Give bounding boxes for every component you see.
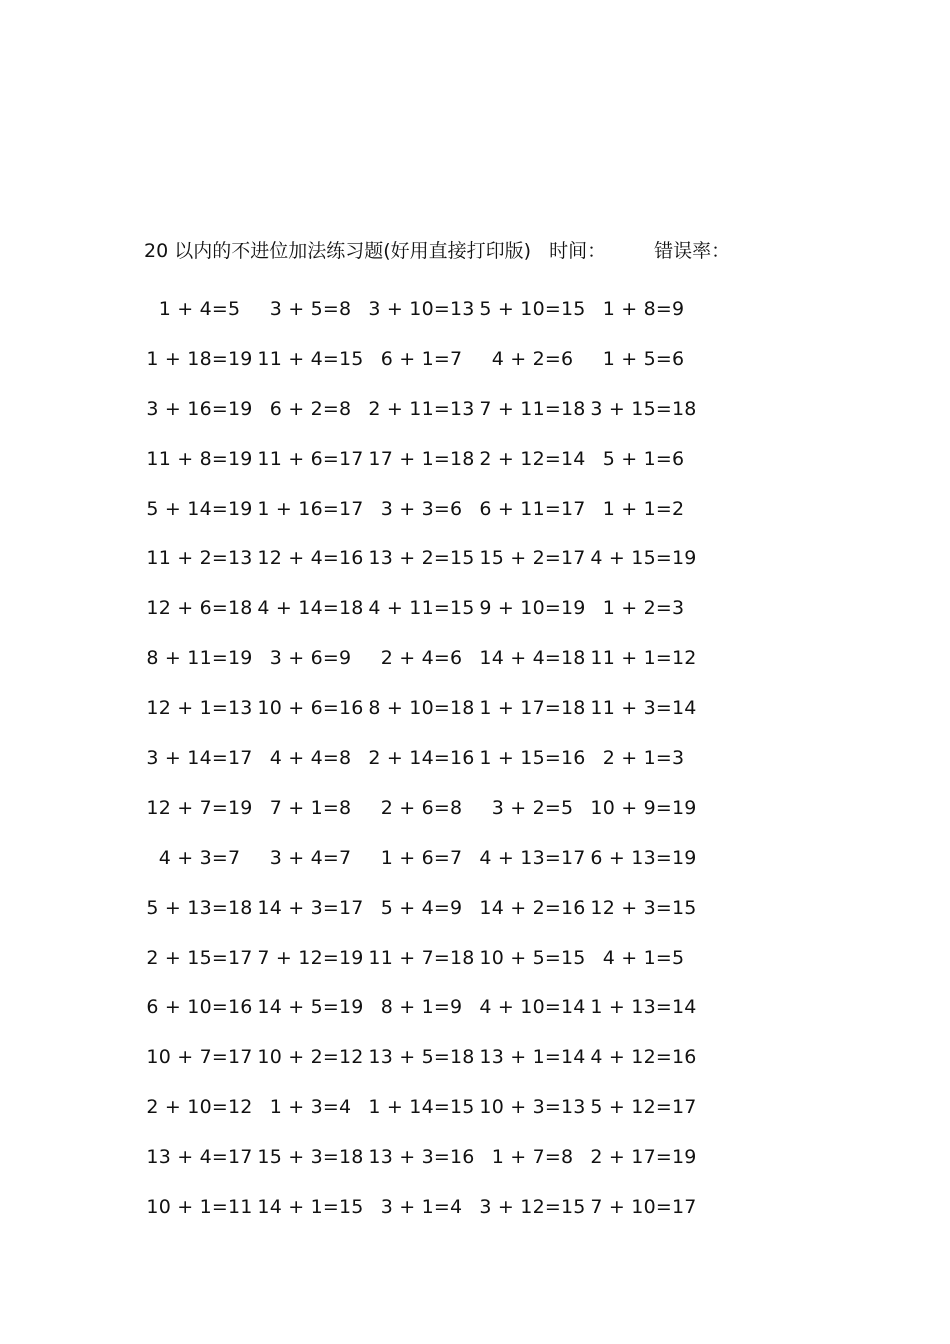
addition-problem: 1 + 15=16 (479, 746, 586, 769)
addition-problem: 14 + 2=16 (479, 896, 586, 919)
problem-row (144, 982, 704, 1032)
addition-problem: 1 + 7=8 (491, 1146, 574, 1169)
addition-problem: 15 + 3=18 (257, 1146, 364, 1169)
addition-problem: 10 + 1=11 (146, 1195, 253, 1218)
addition-problem: 12 + 4=16 (257, 547, 364, 570)
addition-problem: 1 + 4=5 (158, 297, 241, 320)
problem-row (144, 833, 704, 883)
addition-problem: 3 + 12=15 (479, 1195, 586, 1218)
addition-problem: 2 + 14=16 (368, 746, 475, 769)
addition-problem: 5 + 12=17 (590, 1096, 697, 1119)
addition-problem: 1 + 17=18 (479, 697, 586, 720)
addition-problem: 1 + 2=3 (602, 597, 685, 620)
addition-problem: 5 + 10=15 (479, 297, 586, 320)
addition-problem: 13 + 5=18 (368, 1046, 475, 1069)
addition-problem: 6 + 1=7 (380, 347, 463, 370)
addition-problem: 5 + 1=6 (602, 447, 685, 470)
addition-problem: 3 + 16=19 (146, 397, 253, 420)
addition-problem: 12 + 1=13 (146, 697, 253, 720)
addition-problem: 15 + 2=17 (479, 547, 586, 570)
addition-problem: 13 + 2=15 (368, 547, 475, 570)
addition-problem: 2 + 15=17 (146, 946, 253, 969)
addition-problem: 4 + 11=15 (368, 597, 475, 620)
addition-problem: 3 + 3=6 (380, 497, 463, 520)
problem-row (144, 883, 704, 933)
addition-problem: 2 + 10=12 (146, 1096, 253, 1119)
addition-problem: 4 + 13=17 (479, 846, 586, 869)
addition-problem: 4 + 4=8 (269, 746, 352, 769)
addition-problem: 1 + 6=7 (380, 846, 463, 869)
addition-problem: 10 + 6=16 (257, 697, 364, 720)
addition-problem: 10 + 5=15 (479, 946, 586, 969)
addition-problem: 8 + 10=18 (368, 697, 475, 720)
problem-row (144, 733, 704, 783)
addition-problem: 2 + 12=14 (479, 447, 586, 470)
addition-problem: 13 + 1=14 (479, 1046, 586, 1069)
addition-problem: 6 + 10=16 (146, 996, 253, 1019)
addition-problem: 3 + 4=7 (269, 846, 352, 869)
addition-problem: 9 + 10=19 (479, 597, 586, 620)
addition-problem: 8 + 11=19 (146, 647, 253, 670)
addition-problem: 6 + 13=19 (590, 846, 697, 869)
addition-problem: 13 + 3=16 (368, 1146, 475, 1169)
addition-problem: 6 + 2=8 (269, 397, 352, 420)
addition-problem: 3 + 1=4 (380, 1195, 463, 1218)
addition-problem: 4 + 3=7 (158, 846, 241, 869)
problem-grid (144, 284, 704, 1232)
addition-problem: 2 + 1=3 (602, 746, 685, 769)
addition-problem: 14 + 4=18 (479, 647, 586, 670)
addition-problem: 3 + 5=8 (269, 297, 352, 320)
addition-problem: 1 + 3=4 (269, 1096, 352, 1119)
addition-problem: 5 + 14=19 (146, 497, 253, 520)
addition-problem: 1 + 5=6 (602, 347, 685, 370)
problem-row (144, 434, 704, 484)
addition-problem: 1 + 18=19 (146, 347, 253, 370)
problem-row (144, 933, 704, 983)
problem-row (144, 533, 704, 583)
addition-problem: 4 + 12=16 (590, 1046, 697, 1069)
problem-row (144, 384, 704, 434)
addition-problem: 7 + 11=18 (479, 397, 586, 420)
addition-problem: 11 + 4=15 (257, 347, 364, 370)
addition-problem: 3 + 10=13 (368, 297, 475, 320)
addition-problem: 1 + 14=15 (368, 1096, 475, 1119)
problem-row (144, 783, 704, 833)
addition-problem: 10 + 3=13 (479, 1096, 586, 1119)
problem-row (144, 334, 704, 384)
problem-row (144, 683, 704, 733)
addition-problem: 6 + 11=17 (479, 497, 586, 520)
addition-problem: 12 + 3=15 (590, 896, 697, 919)
problem-row (144, 484, 704, 534)
addition-problem: 11 + 2=13 (146, 547, 253, 570)
addition-problem: 3 + 2=5 (491, 796, 574, 819)
addition-problem: 14 + 3=17 (257, 896, 364, 919)
addition-problem: 4 + 10=14 (479, 996, 586, 1019)
problem-row (144, 1082, 704, 1132)
addition-problem: 11 + 8=19 (146, 447, 253, 470)
addition-problem: 11 + 3=14 (590, 697, 697, 720)
addition-problem: 7 + 12=19 (257, 946, 364, 969)
problem-row (144, 1032, 704, 1082)
addition-problem: 2 + 11=13 (368, 397, 475, 420)
problem-row (144, 633, 704, 683)
addition-problem: 2 + 17=19 (590, 1146, 697, 1169)
addition-problem: 10 + 2=12 (257, 1046, 364, 1069)
addition-problem: 17 + 1=18 (368, 447, 475, 470)
problem-row (144, 1182, 704, 1232)
addition-problem: 1 + 13=14 (590, 996, 697, 1019)
addition-problem: 10 + 7=17 (146, 1046, 253, 1069)
addition-problem: 13 + 4=17 (146, 1146, 253, 1169)
addition-problem: 8 + 1=9 (380, 996, 463, 1019)
addition-problem: 2 + 6=8 (380, 796, 463, 819)
addition-problem: 3 + 15=18 (590, 397, 697, 420)
addition-problem: 5 + 13=18 (146, 896, 253, 919)
time-label: 时间： (549, 240, 607, 262)
addition-problem: 2 + 4=6 (380, 647, 463, 670)
addition-problem: 10 + 9=19 (590, 796, 697, 819)
addition-problem: 3 + 14=17 (146, 746, 253, 769)
addition-problem: 12 + 7=19 (146, 796, 253, 819)
problem-row (144, 284, 704, 334)
problem-row (144, 1132, 704, 1182)
addition-problem: 4 + 14=18 (257, 597, 364, 620)
addition-problem: 3 + 6=9 (269, 647, 352, 670)
addition-problem: 11 + 1=12 (590, 647, 697, 670)
addition-problem: 7 + 1=8 (269, 796, 352, 819)
addition-problem: 1 + 8=9 (602, 297, 685, 320)
addition-problem: 11 + 7=18 (368, 946, 475, 969)
addition-problem: 11 + 6=17 (257, 447, 364, 470)
addition-problem: 1 + 16=17 (257, 497, 364, 520)
addition-problem: 12 + 6=18 (146, 597, 253, 620)
addition-problem: 4 + 15=19 (590, 547, 697, 570)
addition-problem: 4 + 1=5 (602, 946, 685, 969)
worksheet-title: 20 以内的不进位加法练习题(好用直接打印版) (144, 240, 532, 262)
addition-problem: 14 + 5=19 (257, 996, 364, 1019)
error-rate-label: 错误率： (654, 240, 731, 262)
addition-problem: 4 + 2=6 (491, 347, 574, 370)
addition-problem: 5 + 4=9 (380, 896, 463, 919)
worksheet-header (144, 236, 844, 266)
addition-problem: 1 + 1=2 (602, 497, 685, 520)
addition-problem: 7 + 10=17 (590, 1195, 697, 1218)
addition-problem: 14 + 1=15 (257, 1195, 364, 1218)
problem-row (144, 583, 704, 633)
